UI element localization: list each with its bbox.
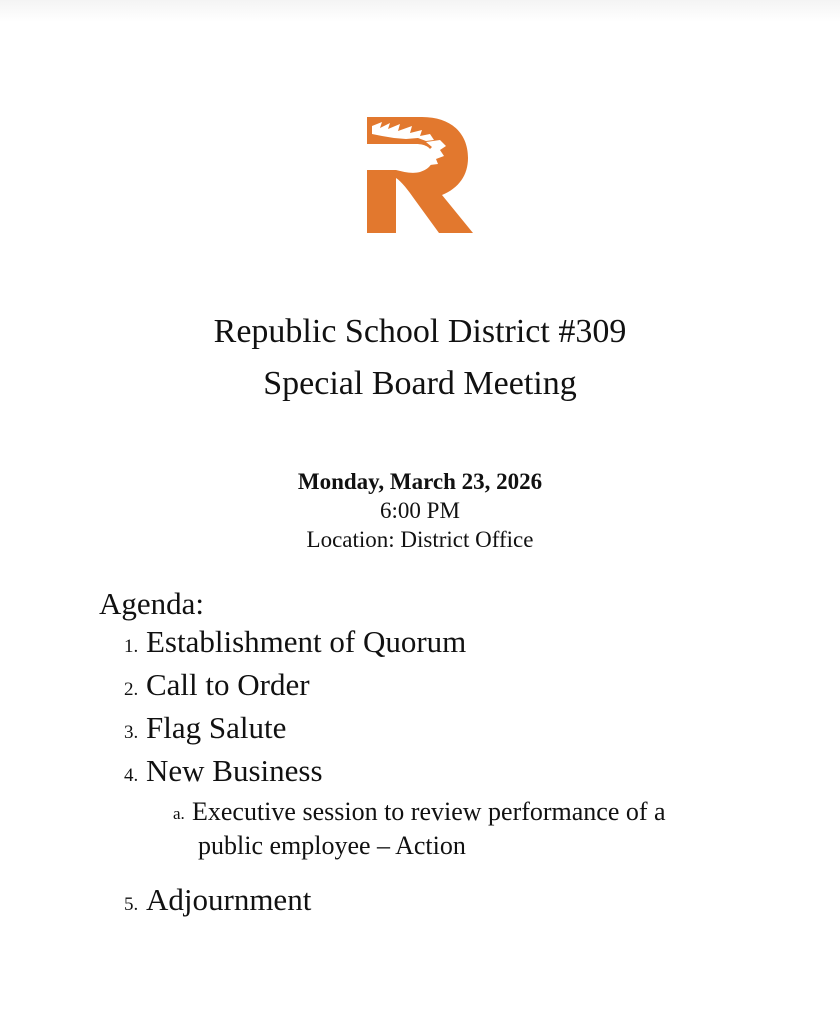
agenda-item-text: New Business: [146, 753, 323, 788]
meeting-location: Location: District Office: [306, 527, 534, 552]
agenda-item: [124, 709, 799, 752]
r-lion-logo-icon: [360, 112, 480, 237]
agenda-item: [124, 623, 799, 666]
agenda-item-text: Call to Order: [146, 667, 310, 702]
agenda-item-number: 4.: [124, 765, 139, 786]
agenda: [99, 585, 799, 924]
title-block: [0, 306, 840, 410]
agenda-item-text: Flag Salute: [146, 710, 287, 745]
agenda-sub-item-text: [192, 795, 752, 863]
agenda-item-text: Adjournment: [146, 882, 312, 917]
meeting-date: Monday, March 23, 2026: [297, 469, 543, 494]
meeting-details: [0, 467, 840, 554]
meeting-title: Special Board Meeting: [263, 365, 577, 402]
district-name: Republic School District #309: [213, 313, 627, 350]
agenda-sub-item-line1: Executive session to review performance of a: [192, 797, 666, 826]
agenda-item-number: 5.: [124, 894, 139, 915]
agenda-sub-item-line2: public employee – Action: [198, 831, 466, 860]
agenda-item: [124, 752, 799, 795]
meeting-time: 6:00 PM: [380, 498, 460, 523]
agenda-item-number: 3.: [124, 722, 139, 743]
agenda-item: [124, 666, 799, 709]
agenda-item-number: 2.: [124, 679, 139, 700]
agenda-item-number: 1.: [124, 636, 139, 657]
agenda-heading: Agenda:: [99, 586, 205, 621]
agenda-sub-item: [173, 795, 799, 863]
agenda-item: [124, 881, 799, 924]
agenda-sub-item-letter: a.: [173, 804, 185, 823]
agenda-item-text: Establishment of Quorum: [146, 624, 467, 659]
